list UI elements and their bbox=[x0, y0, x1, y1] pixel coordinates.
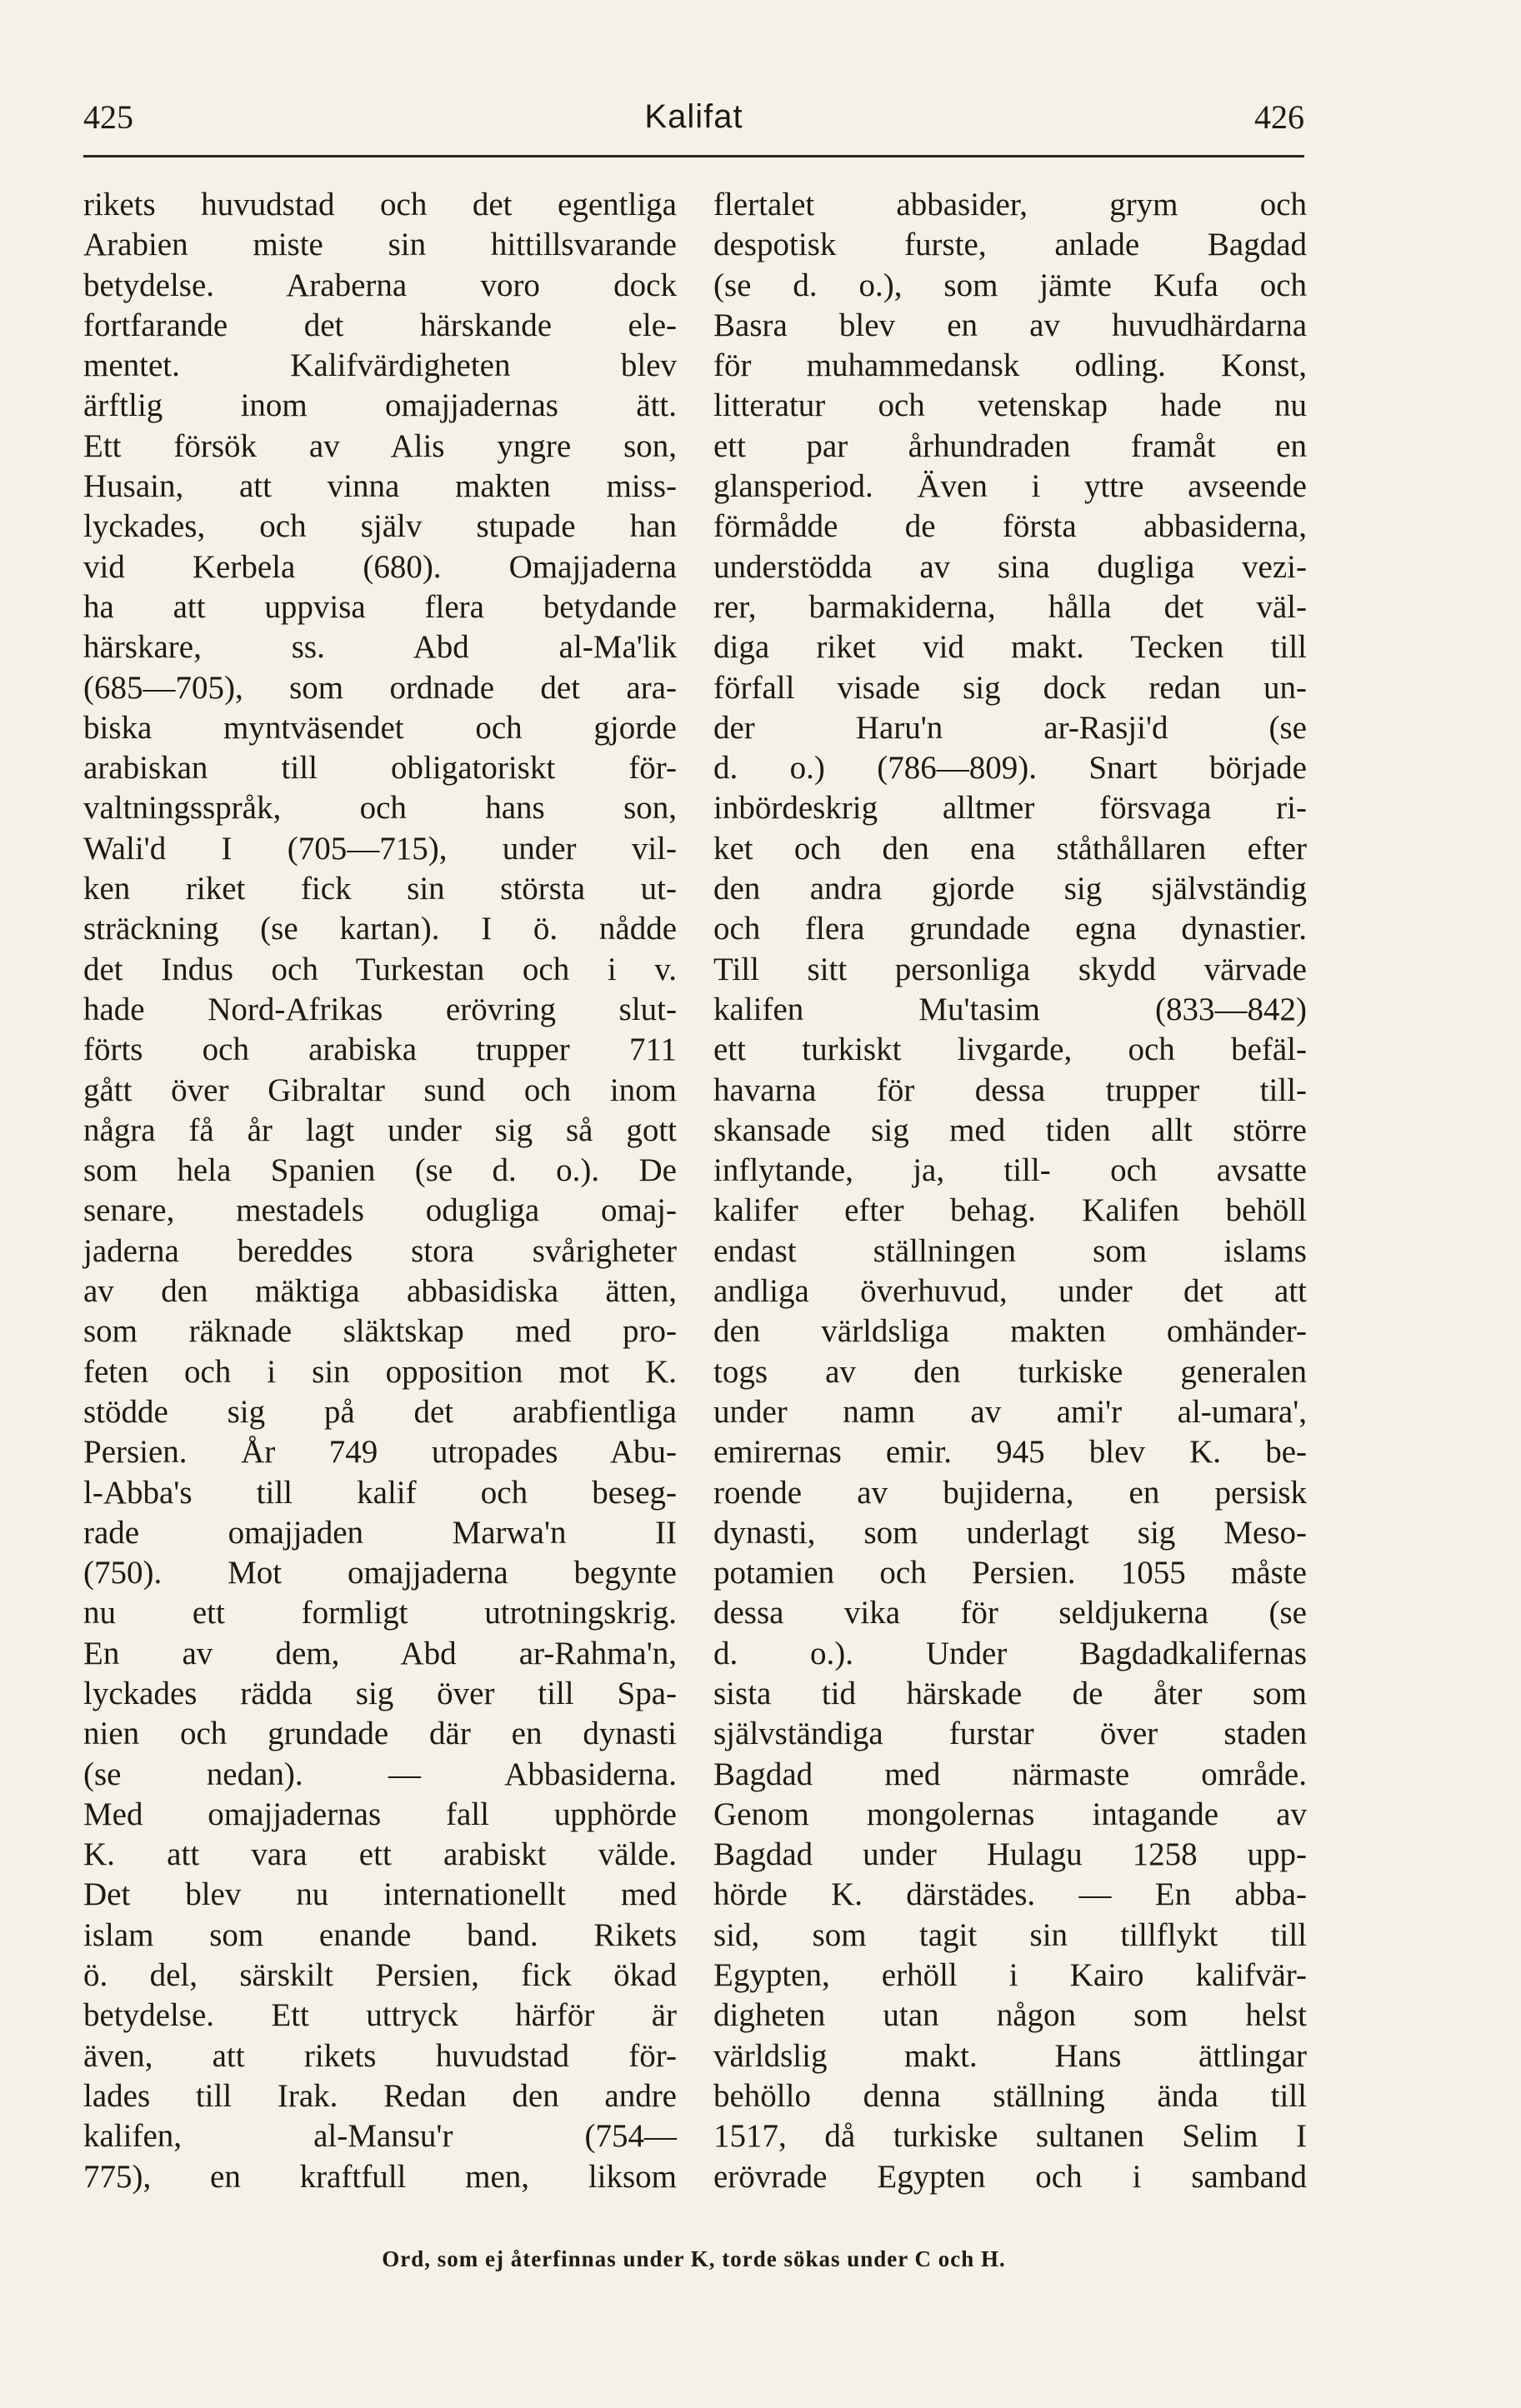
text-line: biska myntväsendet och gjorde bbox=[83, 709, 677, 746]
text-line: digheten utan någon som helst bbox=[713, 1997, 1307, 2034]
text-line: Basra blev en av huvudhärdarna bbox=[713, 307, 1307, 343]
page-footer-note: Ord, som ej återfinnas under K, torde sökas under C och H. bbox=[382, 2246, 1006, 2271]
text-line: vid Kerbela (680). Omajjaderna bbox=[83, 548, 677, 585]
text-line: dessa vika för seldjukerna (se bbox=[713, 1595, 1307, 1631]
text-line: (se d. o.), som jämte Kufa och bbox=[713, 267, 1307, 303]
text-line: Till sitt personliga skydd värvade bbox=[713, 951, 1307, 987]
text-line: litteratur och vetenskap hade nu bbox=[713, 387, 1307, 424]
text-line: emirernas emir. 945 blev K. be- bbox=[713, 1434, 1307, 1471]
text-line: der Haru'n ar-Rasji'd (se bbox=[713, 709, 1307, 746]
text-line: arabiskan till obligatoriskt för- bbox=[83, 750, 677, 787]
text-line: islam som enande band. Rikets bbox=[83, 1916, 677, 1953]
text-line: endast ställningen som islams bbox=[713, 1232, 1307, 1269]
text-line: ö. del, särskilt Persien, fick ökad bbox=[83, 1957, 677, 1994]
text-line: senare, mestadels odugliga omaj- bbox=[83, 1192, 677, 1229]
text-line: och flera grundade egna dynastier. bbox=[713, 911, 1307, 947]
text-line: sista tid härskade de åter som bbox=[713, 1675, 1307, 1711]
text-line: kalifen, al-Mansu'r (754— bbox=[83, 2118, 677, 2155]
text-line: Wali'd I (705—715), under vil- bbox=[83, 830, 677, 867]
text-line: kalifer efter behag. Kalifen behöll bbox=[713, 1192, 1307, 1229]
text-line: Egypten, erhöll i Kairo kalifvär- bbox=[713, 1957, 1307, 1994]
text-line: lades till Irak. Redan den andre bbox=[83, 2077, 677, 2114]
text-line: understödda av sina dugliga vezi- bbox=[713, 548, 1307, 585]
text-line: flertalet abbasider, grym och bbox=[713, 187, 1307, 222]
text-line: Arabien miste sin hittillsvarande bbox=[83, 227, 677, 263]
text-line: rade omajjaden Marwa'n II bbox=[83, 1514, 677, 1551]
text-line: andliga överhuvud, under det att bbox=[713, 1273, 1307, 1310]
text-line: ket och den ena ståthållaren efter bbox=[713, 830, 1307, 867]
text-line: ett par århundraden framåt en bbox=[713, 427, 1307, 464]
text-line: även, att rikets huvudstad för- bbox=[83, 2037, 677, 2074]
text-line: (685—705), som ordnade det ara- bbox=[83, 669, 677, 706]
right-text-column bbox=[713, 185, 1307, 2197]
text-line: diga riket vid makt. Tecken till bbox=[713, 629, 1307, 666]
text-line: hörde K. därstädes. — En abba- bbox=[713, 1876, 1307, 1913]
text-line: (se nedan). — Abbasiderna. bbox=[83, 1756, 677, 1792]
text-line: potamien och Persien. 1055 måste bbox=[713, 1555, 1307, 1591]
text-line: togs av den turkiske generalen bbox=[713, 1353, 1307, 1390]
text-line: erövrade Egypten och i samband bbox=[713, 2158, 1307, 2195]
text-line: den världsliga makten omhänder- bbox=[713, 1313, 1307, 1350]
text-line: sid, som tagit sin tillflykt till bbox=[713, 1916, 1307, 1953]
text-line: Bagdad med närmaste område. bbox=[713, 1756, 1307, 1792]
text-line: 775), en kraftfull men, liksom bbox=[83, 2158, 677, 2195]
text-line: roende av bujiderna, en persisk bbox=[713, 1474, 1307, 1511]
text-line: Genom mongolernas intagande av bbox=[713, 1796, 1307, 1832]
text-line: det Indus och Turkestan och i v. bbox=[83, 951, 677, 987]
running-title: Kalifat bbox=[644, 97, 743, 135]
text-line: Persien. År 749 utropades Abu- bbox=[83, 1434, 677, 1471]
text-line: betydelse. Ett uttryck härför är bbox=[83, 1997, 677, 2034]
right-page-number: 426 bbox=[1253, 97, 1304, 136]
header-rule bbox=[83, 155, 1304, 157]
text-line: havarna för dessa trupper till- bbox=[713, 1072, 1307, 1108]
text-line: ett turkiskt livgarde, och befäl- bbox=[713, 1032, 1307, 1068]
text-line: Husain, att vinna makten miss- bbox=[83, 468, 677, 505]
text-line: kalifen Mu'tasim (833—842) bbox=[713, 991, 1307, 1027]
text-line: rikets huvudstad och det egentliga bbox=[83, 187, 677, 222]
text-line: Det blev nu internationellt med bbox=[83, 1876, 677, 1913]
text-line: (750). Mot omajjaderna begynte bbox=[83, 1555, 677, 1591]
text-line: förmådde de första abbasiderna, bbox=[713, 508, 1307, 545]
text-line: stödde sig på det arabfientliga bbox=[83, 1393, 677, 1430]
text-line: dynasti, som underlagt sig Meso- bbox=[713, 1514, 1307, 1551]
text-line: nu ett formligt utrotningskrig. bbox=[83, 1595, 677, 1631]
text-line: som räknade släktskap med pro- bbox=[83, 1313, 677, 1350]
text-line: under namn av ami'r al-umara', bbox=[713, 1393, 1307, 1430]
text-line: K. att vara ett arabiskt välde. bbox=[83, 1836, 677, 1873]
text-line: härskare, ss. Abd al-Ma'lik bbox=[83, 629, 677, 666]
text-line: Bagdad under Hulagu 1258 upp- bbox=[713, 1836, 1307, 1873]
text-line: ha att uppvisa flera betydande bbox=[83, 588, 677, 625]
text-line: mentet. Kalifvärdigheten blev bbox=[83, 347, 677, 384]
text-line: betydelse. Araberna voro dock bbox=[83, 267, 677, 303]
text-line: några få år lagt under sig så gott bbox=[83, 1112, 677, 1148]
text-line: fortfarande det härskande ele- bbox=[83, 307, 677, 343]
text-line: den andra gjorde sig självständig bbox=[713, 871, 1307, 907]
page-header bbox=[83, 92, 1304, 142]
text-line: sträckning (se kartan). I ö. nådde bbox=[83, 911, 677, 947]
text-line: valtningsspråk, och hans son, bbox=[83, 790, 677, 827]
text-line: världslig makt. Hans ättlingar bbox=[713, 2037, 1307, 2074]
text-line: 1517, då turkiske sultanen Selim I bbox=[713, 2118, 1307, 2155]
text-line: lyckades, och själv stupade han bbox=[83, 508, 677, 545]
text-line: rer, barmakiderna, hålla det väl- bbox=[713, 588, 1307, 625]
text-line: förts och arabiska trupper 711 bbox=[83, 1032, 677, 1068]
text-line: Med omajjadernas fall upphörde bbox=[83, 1796, 677, 1832]
text-line: inbördeskrig alltmer försvaga ri- bbox=[713, 790, 1307, 827]
text-line: förfall visade sig dock redan un- bbox=[713, 669, 1307, 706]
left-text-column bbox=[83, 185, 677, 2197]
text-line: d. o.) (786—809). Snart började bbox=[713, 750, 1307, 787]
text-line: En av dem, Abd ar-Rahma'n, bbox=[83, 1635, 677, 1671]
text-line: despotisk furste, anlade Bagdad bbox=[713, 227, 1307, 263]
text-line: feten och i sin opposition mot K. bbox=[83, 1353, 677, 1390]
text-line: som hela Spanien (se d. o.). De bbox=[83, 1152, 677, 1189]
text-line: inflytande, ja, till- och avsatte bbox=[713, 1152, 1307, 1189]
text-line: gått över Gibraltar sund och inom bbox=[83, 1072, 677, 1108]
text-line: nien och grundade där en dynasti bbox=[83, 1716, 677, 1752]
text-line: av den mäktiga abbasidiska ätten, bbox=[83, 1273, 677, 1310]
text-line: för muhammedansk odling. Konst, bbox=[713, 347, 1307, 384]
text-line: ärftlig inom omajjadernas ätt. bbox=[83, 387, 677, 424]
text-line: lyckades rädda sig över till Spa- bbox=[83, 1675, 677, 1711]
text-line: självständiga furstar över staden bbox=[713, 1716, 1307, 1752]
text-line: behöllo denna ställning ända till bbox=[713, 2077, 1307, 2114]
text-line: hade Nord-Afrikas erövring slut- bbox=[83, 991, 677, 1027]
text-line: l-Abba's till kalif och beseg- bbox=[83, 1474, 677, 1511]
text-line: glansperiod. Även i yttre avseende bbox=[713, 468, 1307, 505]
text-line: d. o.). Under Bagdadkalifernas bbox=[713, 1635, 1307, 1671]
text-line: Ett försök av Alis yngre son, bbox=[83, 427, 677, 464]
text-line: skansade sig med tiden allt större bbox=[713, 1112, 1307, 1148]
text-line: jaderna bereddes stora svårigheter bbox=[83, 1232, 677, 1269]
left-page-number: 425 bbox=[83, 97, 133, 136]
text-line: ken riket fick sin största ut- bbox=[83, 871, 677, 907]
